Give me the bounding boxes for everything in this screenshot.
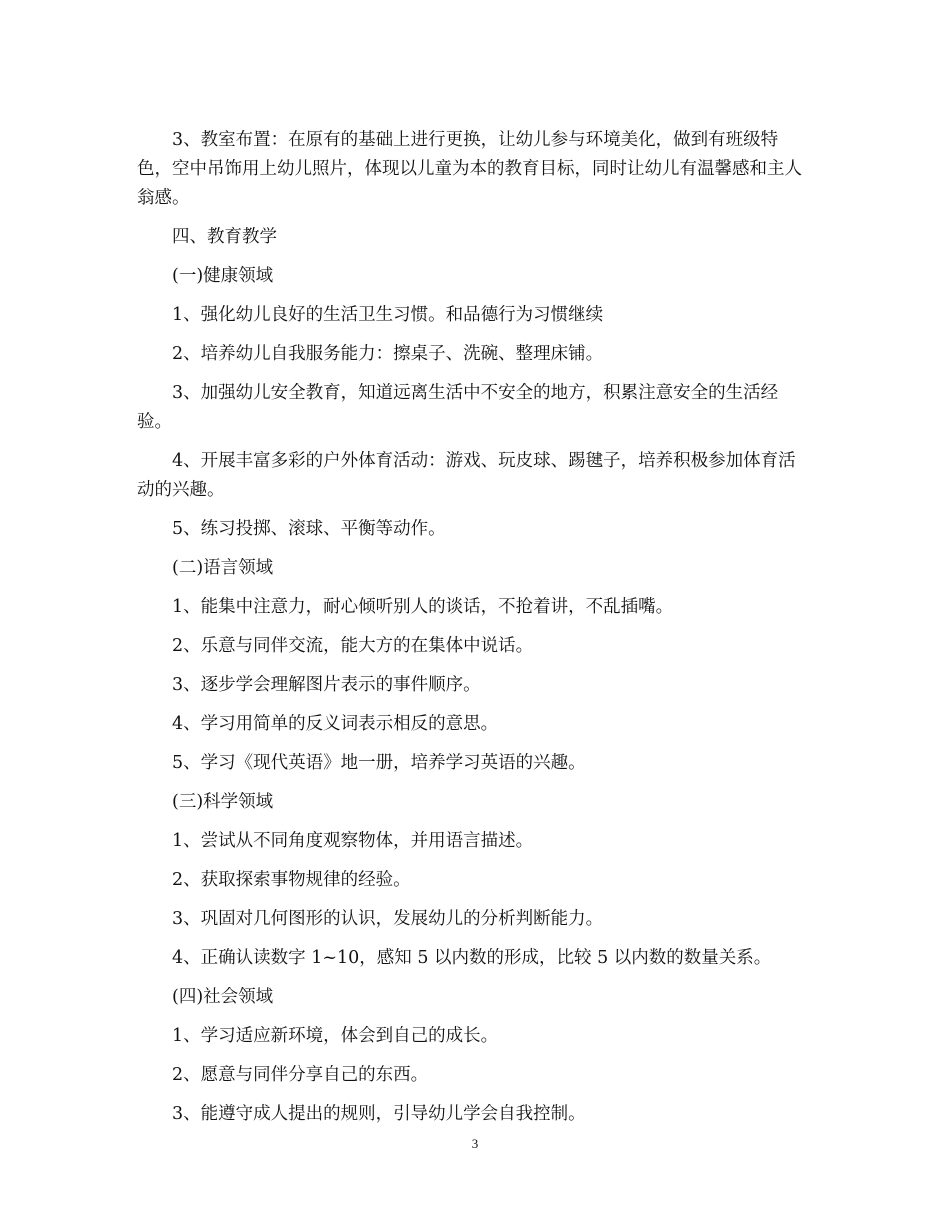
subsection-heading: (三)科学领域: [172, 792, 274, 812]
list-item: 2、愿意与同伴分享自己的东西。: [172, 1065, 429, 1085]
list-item: 1、能集中注意力，耐心倾听别人的谈话，不抢着讲，不乱插嘴。: [172, 597, 674, 617]
section-heading: 四、教育教学: [172, 227, 277, 247]
list-item: 4、正确认读数字 1~10，感知 5 以内数的形成，比较 5 以内数的数量关系。: [172, 948, 772, 968]
list-item: 5、学习《现代英语》地一册，培养学习英语的兴趣。: [172, 753, 586, 773]
list-item: 3、巩固对几何图形的认识，发展幼儿的分析判断能力。: [172, 909, 604, 929]
list-item: 4、开展丰富多彩的户外体育活动：游戏、玩皮球、踢毽子，培养积极参加体育活动的兴趣。: [137, 451, 796, 500]
subsection-heading: (二)语言领域: [172, 558, 274, 578]
paragraph: 3、教室布置：在原有的基础上进行更换，让幼儿参与环境美化，做到有班级特色，空中吊饰用上幼儿照片，体现以儿童为本的教育目标，同时让幼儿有温馨感和主人翁感。: [137, 130, 802, 208]
list-item: 3、能遵守成人提出的规则，引导幼儿学会自我控制。: [172, 1104, 586, 1124]
list-item: 1、尝试从不同角度观察物体，并用语言描述。: [172, 831, 534, 851]
list-item: 3、逐步学会理解图片表示的事件顺序。: [172, 675, 481, 695]
subsection-heading: (一)健康领域: [172, 266, 274, 286]
list-item: 1、学习适应新环境，体会到自己的成长。: [172, 1026, 499, 1046]
list-item: 2、培养幼儿自我服务能力：擦桌子、洗碗、整理床铺。: [172, 344, 604, 364]
list-item: 5、练习投掷、滚球、平衡等动作。: [172, 519, 446, 539]
list-item: 3、加强幼儿安全教育，知道远离生活中不安全的地方，积累注意安全的生活经验。: [137, 383, 779, 432]
list-item: 2、获取探索事物规律的经验。: [172, 870, 411, 890]
page-number: 3: [471, 1136, 479, 1151]
subsection-heading: (四)社会领域: [172, 987, 274, 1007]
document-body: [137, 126, 813, 1139]
list-item: 4、学习用简单的反义词表示相反的意思。: [172, 714, 499, 734]
list-item: 2、乐意与同伴交流，能大方的在集体中说话。: [172, 636, 534, 656]
list-item: 1、强化幼儿良好的生活卫生习惯。和品德行为习惯继续: [172, 305, 604, 325]
